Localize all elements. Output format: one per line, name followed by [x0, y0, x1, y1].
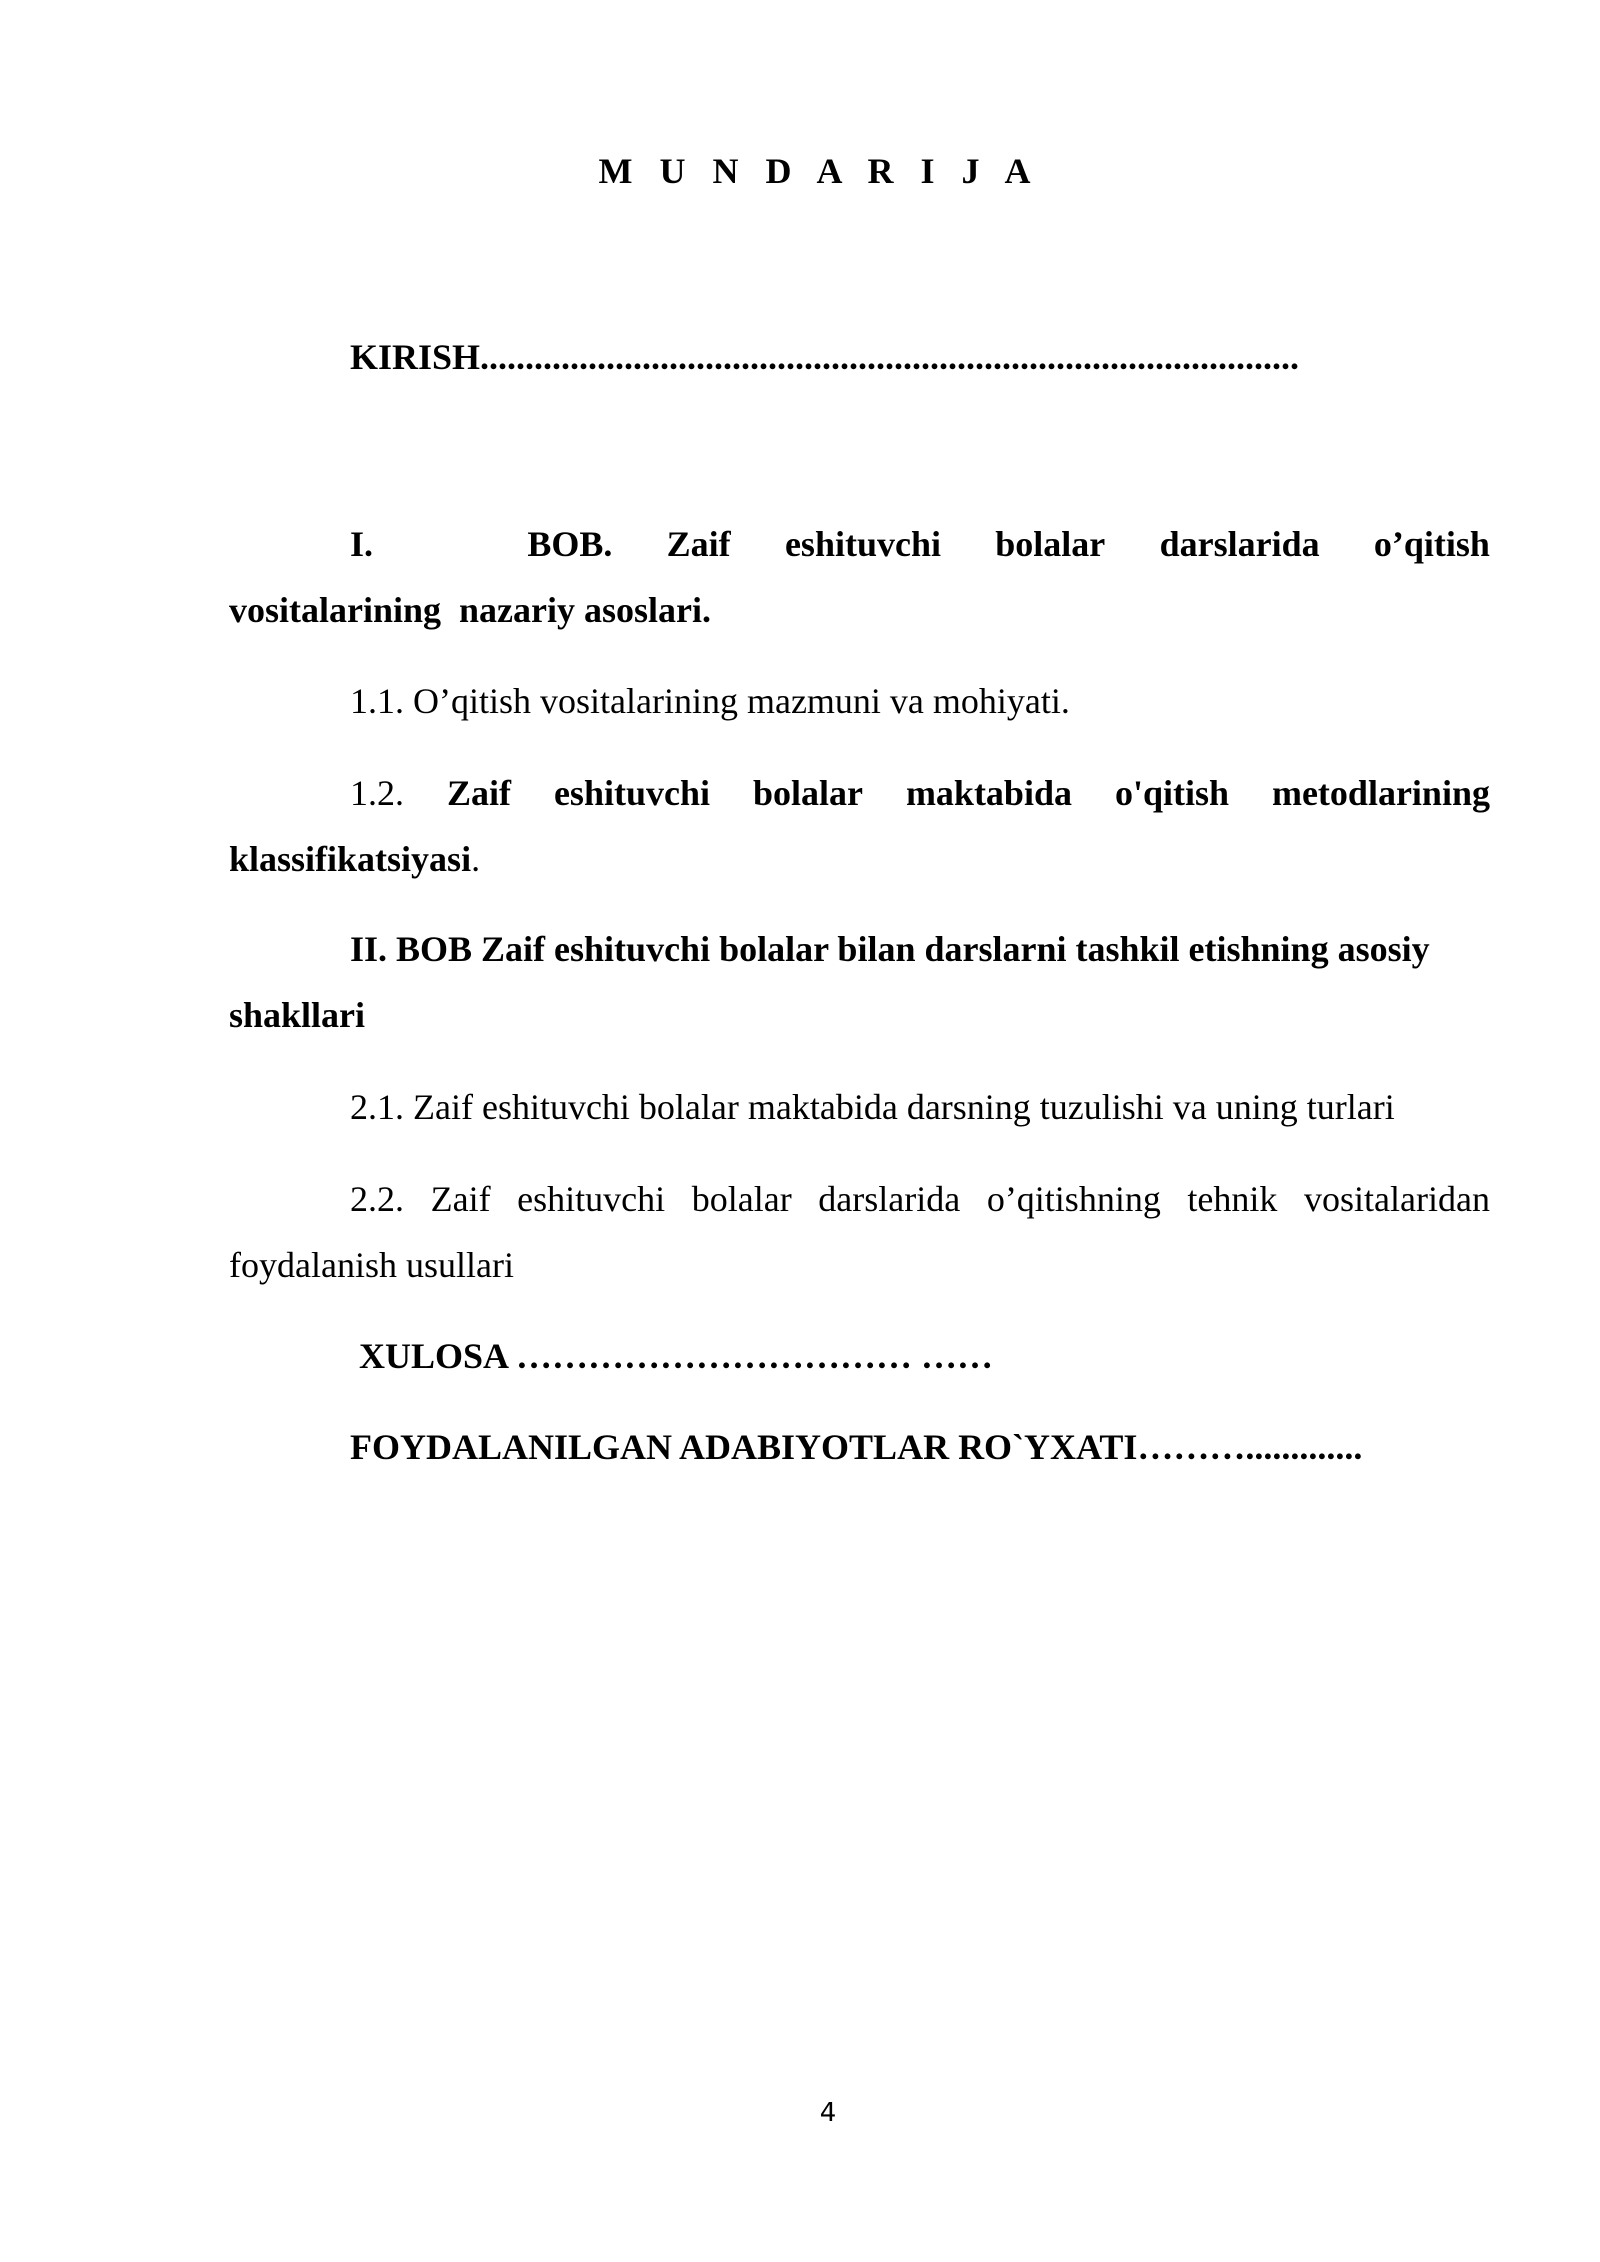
chapter-1-word: I.: [350, 524, 374, 564]
section-1-2-word: maktabida: [905, 773, 1072, 813]
chapter-1-word: Zaif: [666, 524, 731, 564]
toc-entry-references: FOYDALANILGAN ADABIYOTLAR RO`YXATI……….............: [350, 1427, 1363, 1467]
chapter-1-word: eshituvchi: [784, 524, 941, 564]
section-1-2-trailing-period: .: [471, 839, 481, 879]
section-1-2-continuation: [229, 826, 1490, 892]
section-number: 1.2.: [350, 773, 404, 813]
page-title: M U N D A R I J A: [598, 151, 1040, 191]
section-1-2-word: eshituvchi: [553, 773, 710, 813]
section-1-2-word: bolalar: [752, 773, 863, 813]
section-1-2-word: o'qitish: [1114, 773, 1229, 813]
chapter-1-heading-continuation: vositalarining nazariy asoslari.: [229, 590, 712, 630]
section-2-2-word: eshituvchi: [517, 1179, 666, 1219]
section-2-2-continuation: foydalanish usullari: [229, 1245, 514, 1285]
chapter-1-heading-line: [229, 511, 1490, 577]
chapter-2-heading-continuation: shakllari: [229, 995, 366, 1035]
toc-entry-chapter-2: [229, 916, 1490, 1048]
chapter-1-word: o’qitish: [1373, 524, 1490, 564]
section-1-2-line: [229, 760, 1490, 826]
section-1-2-word: Zaif: [446, 773, 511, 813]
page-number: 4: [819, 2098, 837, 2128]
section-2-2-word: tehnik: [1187, 1179, 1278, 1219]
toc-entry-section-1-1: 1.1. O’qitish vositalarining mazmuni va mohiyati.: [350, 681, 1070, 721]
toc-entry-introduction: KIRISH...........................................................................................: [350, 337, 1300, 377]
toc-entry-conclusion: XULOSA …………………………… ……: [359, 1336, 994, 1376]
section-2-2-word: darslarida: [818, 1179, 961, 1219]
chapter-1-word: BOB.: [527, 524, 613, 564]
section-2-2-line: [229, 1166, 1490, 1232]
section-2-2-word: bolalar: [691, 1179, 792, 1219]
toc-entry-section-2-2: [229, 1166, 1490, 1298]
chapter-1-word: bolalar: [995, 524, 1106, 564]
toc-entry-section-1-2: [229, 760, 1490, 892]
section-2-2-word: o’qitishning: [986, 1179, 1161, 1219]
section-2-2-word: vositalaridan: [1304, 1179, 1490, 1219]
toc-entry-section-2-1: 2.1. Zaif eshituvchi bolalar maktabida darsning tuzulishi va uning turlari: [350, 1087, 1395, 1127]
section-1-2-continuation-text: klassifikatsiyasi: [229, 839, 472, 879]
chapter-2-heading-line: II. BOB Zaif eshituvchi bolalar bilan darslarni tashkil etishning asosiy: [350, 929, 1430, 969]
toc-entry-chapter-1: [229, 511, 1490, 643]
chapter-1-word: darslarida: [1159, 524, 1320, 564]
section-2-2-word: Zaif: [430, 1179, 491, 1219]
section-2-2-word: 2.2.: [350, 1179, 404, 1219]
section-1-2-word: metodlarining: [1271, 773, 1490, 813]
